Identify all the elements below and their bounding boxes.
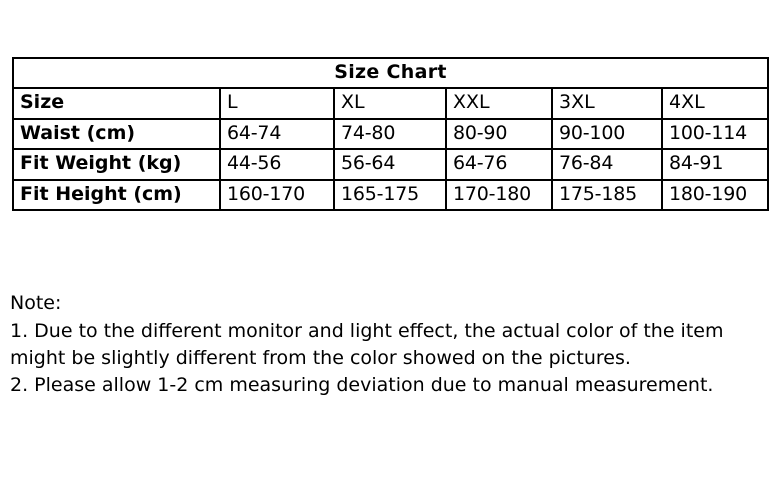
table-row [13,149,768,179]
header-cell-size: Size [13,88,220,118]
table-header-row [13,88,768,118]
cell-weight-xl: 56-64 [334,149,446,179]
cell-height-xxl: 170-180 [446,180,552,210]
table-row [13,180,768,210]
cell-height-xl: 165-175 [334,180,446,210]
cell-weight-l: 44-56 [220,149,334,179]
header-cell-xxl: XXL [446,88,552,118]
cell-waist-4xl: 100-114 [662,119,768,149]
page-title: Size Chart [13,58,768,88]
cell-weight-xxl: 64-76 [446,149,552,179]
table-row [13,119,768,149]
cell-height-3xl: 175-185 [552,180,662,210]
note-line-1a: 1. Due to the different monitor and light effect, the actual color of the item [10,319,724,342]
cell-waist-xl: 74-80 [334,119,446,149]
cell-height-4xl: 180-190 [662,180,768,210]
note-line-2: 2. Please allow 1-2 cm measuring deviation due to manual measurement. [10,373,714,396]
notes-section [10,290,750,399]
cell-waist-xxl: 80-90 [446,119,552,149]
table-title-row [13,58,768,88]
row-label-fit-height: Fit Height (cm) [13,180,220,210]
cell-waist-l: 64-74 [220,119,334,149]
size-chart-table-container [12,57,767,211]
cell-weight-4xl: 84-91 [662,149,768,179]
cell-waist-3xl: 90-100 [552,119,662,149]
notes-heading: Note: [10,292,62,314]
note-line-1b: might be slightly different from the color showed on the pictures. [10,346,631,369]
row-label-waist: Waist (cm) [13,119,220,149]
cell-weight-3xl: 76-84 [552,149,662,179]
size-chart-table [12,57,769,211]
cell-height-l: 160-170 [220,180,334,210]
header-cell-xl: XL [334,88,446,118]
row-label-fit-weight: Fit Weight (kg) [13,149,220,179]
header-cell-4xl: 4XL [662,88,768,118]
header-cell-l: L [220,88,334,118]
header-cell-3xl: 3XL [552,88,662,118]
